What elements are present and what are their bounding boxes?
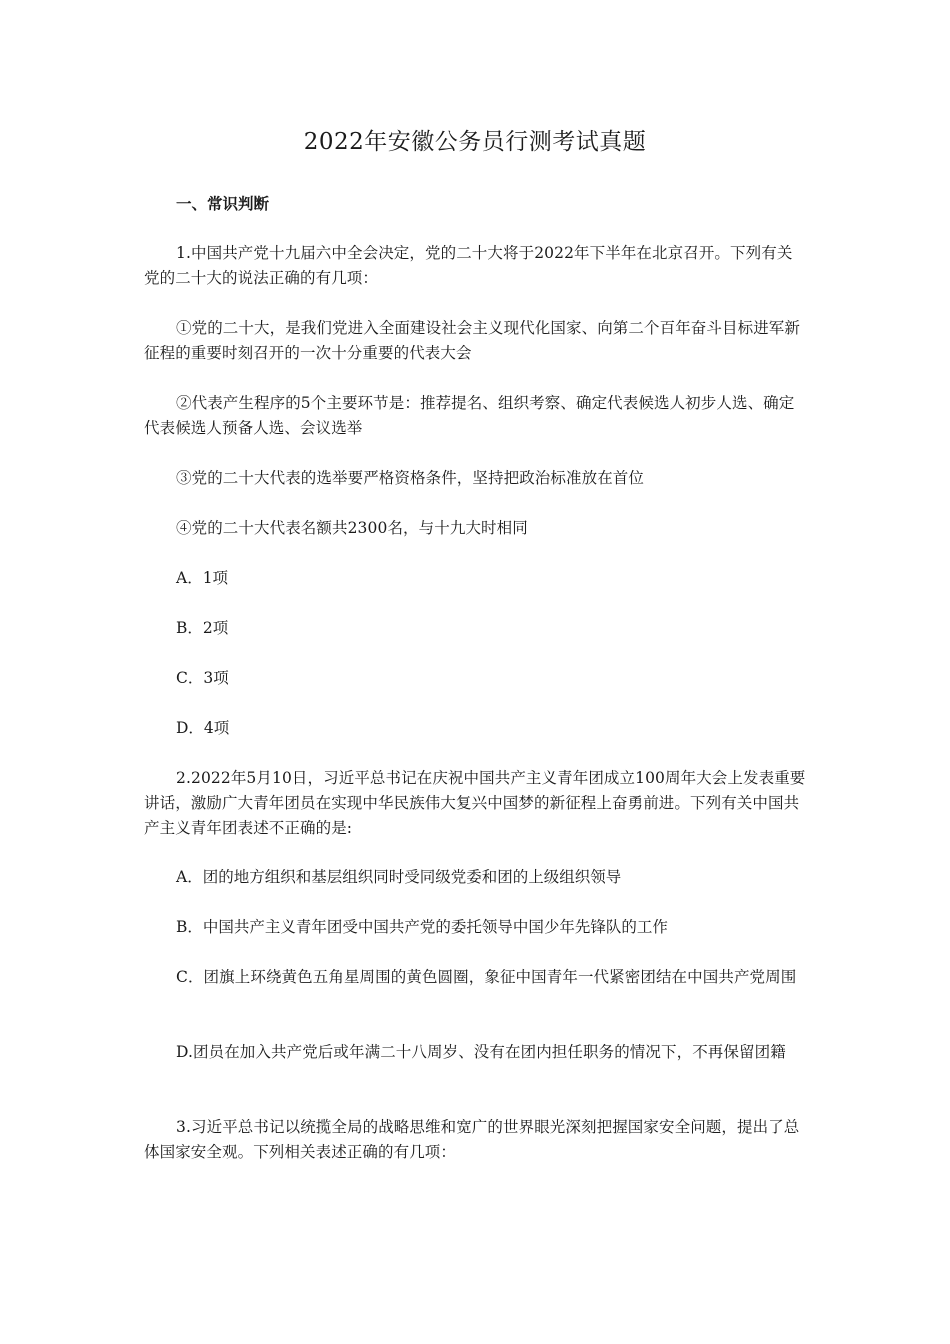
question-1-statement-1: ①党的二十大，是我们党进入全面建设社会主义现代化国家、向第二个百年奋斗目标进军新征程的重要时刻召开的一次十分重要的代表大会 [144, 319, 801, 362]
question-2-option-c: C．团旗上环绕黄色五角星周围的黄色圆圈，象征中国青年一代紧密团结在中国共产党周围 [176, 968, 797, 986]
question-1-statement-2: ②代表产生程序的5个主要环节是：推荐提名、组织考察、确定代表候选人初步人选、确定代表候选人预备人选、会议选举 [144, 394, 795, 437]
question-3-stem: 3.习近平总书记以统揽全局的战略思维和宽广的世界眼光深刻把握国家安全问题，提出了总体国家安全观。下列相关表述正确的有几项： [144, 1118, 800, 1161]
question-1-statement-4: ④党的二十大代表名额共2300名，与十九大时相同 [176, 519, 528, 537]
question-1-option-d: D．4项 [176, 719, 230, 737]
question-2-option-a: A．团的地方组织和基层组织同时受同级党委和团的上级组织领导 [176, 868, 622, 886]
document-title: 2022年安徽公务员行测考试真题 [303, 129, 647, 155]
section-heading: 一、常识判断 [176, 195, 270, 213]
question-1-option-c: C．3项 [176, 669, 229, 687]
question-2-option-d: D.团员在加入共产党后或年满二十八周岁、没有在团内担任职务的情况下，不再保留团籍 [176, 1043, 786, 1061]
question-1-statement-3: ③党的二十大代表的选举要严格资格条件，坚持把政治标准放在首位 [176, 469, 645, 487]
question-2-option-b: B．中国共产主义青年团受中国共产党的委托领导中国少年先锋队的工作 [176, 918, 668, 936]
question-2-stem: 2.2022年5月10日，习近平总书记在庆祝中国共产主义青年团成立100周年大会上发表重要讲话，激励广大青年团员在实现中华民族伟大复兴中国梦的新征程上奋勇前进。下列有关中国共产主义青年团表述不正确的是: [144, 769, 806, 837]
question-1-stem: 1.中国共产党十九届六中全会决定，党的二十大将于2022年下半年在北京召开。下列有关党的二十大的说法正确的有几项： [144, 244, 793, 287]
question-1-option-a: A．1项 [176, 569, 229, 587]
question-1-option-b: B．2项 [176, 619, 229, 637]
